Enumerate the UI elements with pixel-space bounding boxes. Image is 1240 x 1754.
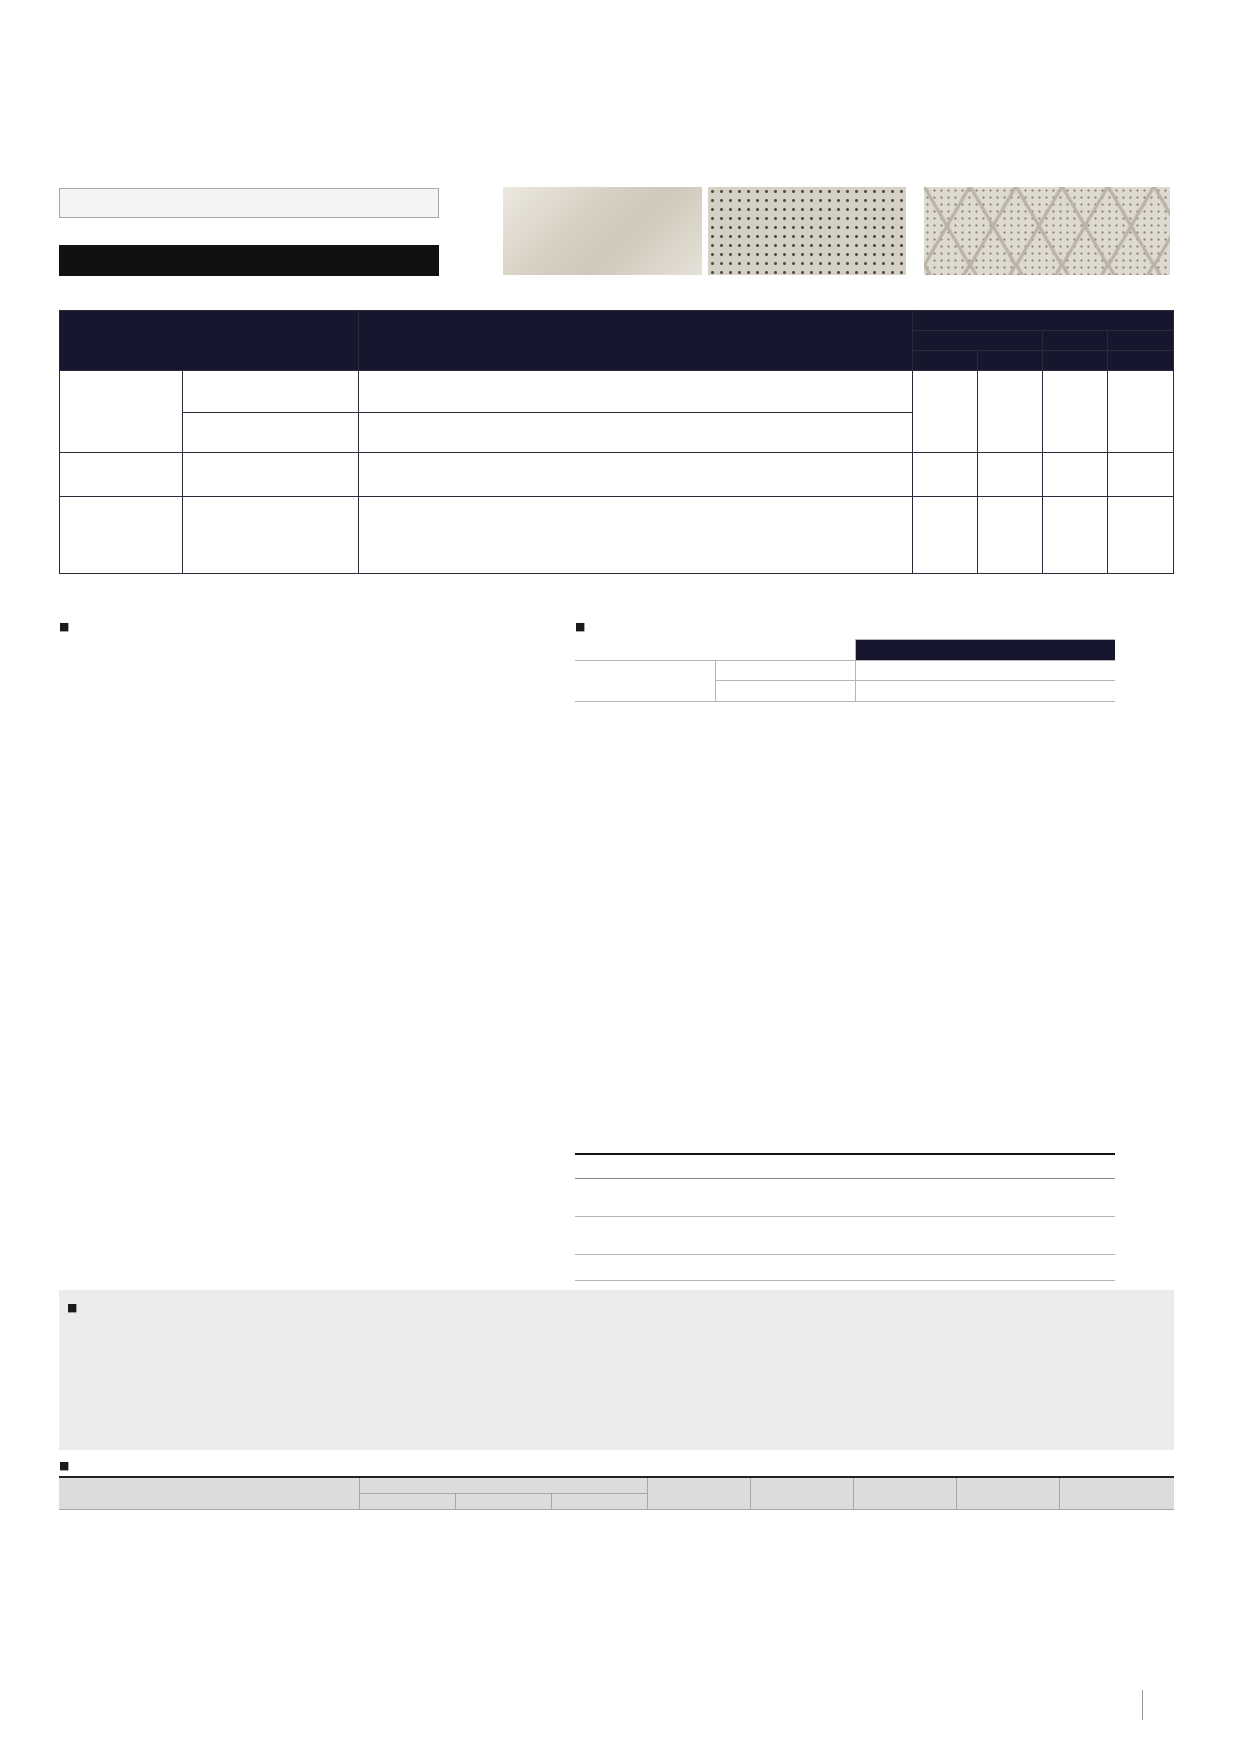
price-smart-7-signature bbox=[1043, 371, 1108, 453]
header-signature-7 bbox=[1043, 351, 1108, 371]
common-notes-title bbox=[59, 619, 74, 633]
header-signature-4 bbox=[1108, 351, 1174, 371]
footer-divider bbox=[1142, 1690, 1143, 1720]
spec-col-gasoline bbox=[725, 1154, 855, 1178]
spec-tank-hybrid bbox=[985, 1254, 1115, 1280]
hi-limousine-notes-panel bbox=[59, 1290, 1174, 1450]
fuel-head-official bbox=[359, 1477, 647, 1493]
price-premium-9-noblesse bbox=[913, 453, 978, 497]
price-smart-9-noblesse bbox=[913, 371, 978, 453]
color-swatch-snow-white-pearl bbox=[59, 188, 439, 218]
package-name-smart-connect bbox=[60, 371, 183, 453]
fuel-head-highway bbox=[551, 1493, 647, 1509]
infotainment-header bbox=[855, 640, 1115, 661]
price-premium-7-signature bbox=[1043, 453, 1108, 497]
package-detail-premium bbox=[358, 453, 913, 497]
main-specs-table bbox=[575, 1153, 1115, 1281]
spec-power-hybrid bbox=[985, 1178, 1115, 1216]
price-premium2-9-signature bbox=[978, 497, 1043, 574]
package-detail-premium2 bbox=[358, 497, 913, 574]
spec-torque-hybrid bbox=[985, 1216, 1115, 1254]
interior-swatch-quilted-nappa bbox=[924, 187, 1170, 275]
package-detail-smart-signature bbox=[358, 413, 913, 453]
header-7-seater bbox=[1043, 331, 1108, 351]
interior-swatch-seat-leather bbox=[503, 187, 702, 275]
fuel-head-combined bbox=[359, 1493, 455, 1509]
speaker-count-label bbox=[575, 660, 715, 701]
header-signature-9 bbox=[978, 351, 1043, 371]
price-smart-4-signature bbox=[1108, 371, 1174, 453]
price-premium-9-signature bbox=[978, 453, 1043, 497]
spec-tank-diesel bbox=[855, 1254, 985, 1280]
package-name-premium bbox=[60, 453, 183, 497]
fuel-head-model bbox=[59, 1477, 359, 1509]
fuel-head-weight bbox=[956, 1477, 1059, 1509]
speaker-option-label bbox=[715, 681, 855, 702]
spec-tank-gasoline bbox=[725, 1254, 855, 1280]
spec-torque-gasoline bbox=[725, 1216, 855, 1254]
price-smart-9-signature bbox=[978, 371, 1043, 453]
fuel-head-grade bbox=[853, 1477, 956, 1509]
fuel-efficiency-table bbox=[59, 1476, 1174, 1510]
fuel-head-transmission bbox=[750, 1477, 853, 1509]
spec-tank-label bbox=[575, 1254, 725, 1280]
spec-power-diesel bbox=[855, 1178, 985, 1216]
price-premium-4-signature bbox=[1108, 453, 1174, 497]
spec-torque-label bbox=[575, 1216, 725, 1254]
speaker-basic-value bbox=[855, 660, 1115, 681]
color-swatch-aurora-black-pearl bbox=[59, 245, 439, 276]
header-detail-spec bbox=[358, 311, 913, 371]
package-trim-signature bbox=[182, 413, 358, 453]
spec-col-diesel bbox=[855, 1154, 985, 1178]
header-4-seater bbox=[1108, 331, 1174, 351]
infotainment-notes-title bbox=[575, 619, 590, 633]
fuel-head-co2 bbox=[1059, 1477, 1174, 1509]
price-premium2-9-noblesse bbox=[913, 497, 978, 574]
header-9-seater bbox=[913, 331, 1043, 351]
package-trim-premium bbox=[182, 453, 358, 497]
interior-swatch-perforated-nappa bbox=[708, 187, 906, 275]
speaker-basic-label bbox=[715, 660, 855, 681]
header-noblesse bbox=[913, 351, 978, 371]
price-premium2-7-signature bbox=[1043, 497, 1108, 574]
package-trim-noblesse bbox=[182, 371, 358, 413]
fuel-head-displacement bbox=[647, 1477, 750, 1509]
fuel-efficiency-title bbox=[59, 1458, 74, 1472]
package-name-premium2 bbox=[60, 497, 183, 574]
package-detail-smart-noblesse bbox=[358, 371, 913, 413]
spec-torque-diesel bbox=[855, 1216, 985, 1254]
package-trim-premium2 bbox=[182, 497, 358, 574]
package-options-table bbox=[59, 310, 1174, 574]
spec-power-label bbox=[575, 1178, 725, 1216]
header-price bbox=[913, 311, 1174, 331]
hi-limousine-notes-title bbox=[67, 1300, 82, 1314]
price-premium2-4-signature bbox=[1108, 497, 1174, 574]
fuel-head-city bbox=[455, 1493, 551, 1509]
speaker-option-value bbox=[855, 681, 1115, 702]
header-package-option bbox=[60, 311, 359, 371]
spec-col-hybrid bbox=[985, 1154, 1115, 1178]
infotainment-table bbox=[575, 639, 1115, 702]
spec-power-gasoline bbox=[725, 1178, 855, 1216]
